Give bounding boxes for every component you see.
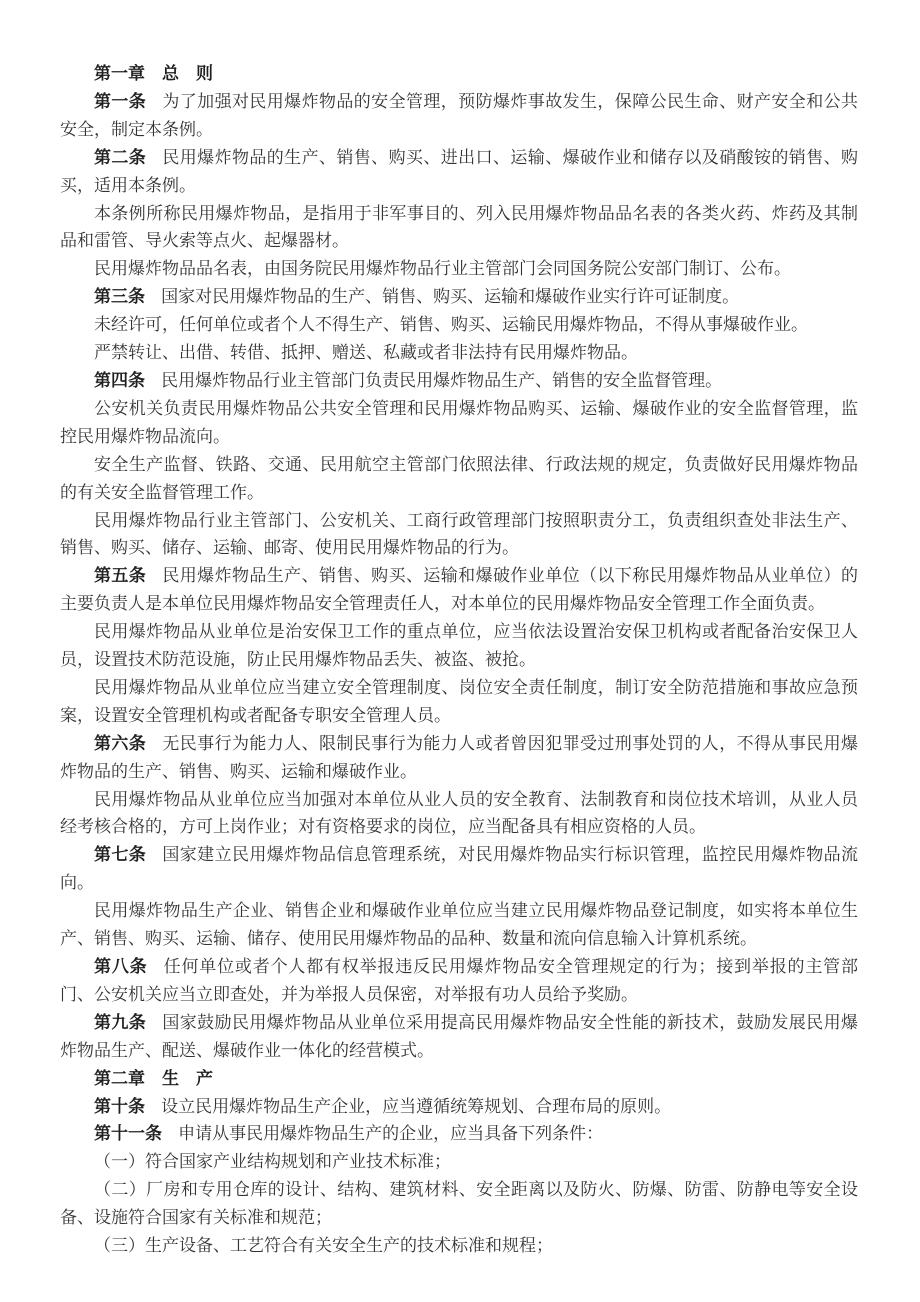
paragraph-text: 公安机关负责民用爆炸物品公共安全管理和民用爆炸物品购买、运输、爆破作业的安全监督管理，监控民用爆炸物品流向。 <box>60 398 858 446</box>
paragraph <box>60 897 858 953</box>
paragraph-text: 民用爆炸物品从业单位应当建立安全管理制度、岗位安全责任制度，制订安全防范措施和事故应急预案，设置安全管理机构或者配备专职安全管理人员。 <box>60 677 858 725</box>
paragraph <box>60 786 858 842</box>
article-paragraph <box>60 1009 858 1065</box>
article-label: 第二条 <box>94 147 147 167</box>
paragraph <box>60 1148 858 1176</box>
article-label: 第六条 <box>94 733 147 753</box>
article-label: 第七条 <box>94 845 147 865</box>
paragraph-text: 民用爆炸物品生产、销售、购买、运输和爆破作业单位（以下称民用爆炸物品从业单位）的主要负责人是本单位民用爆炸物品安全管理责任人，对本单位的民用爆炸物品安全管理工作全面负责。 <box>60 566 859 614</box>
article-label: 第十一条 <box>94 1124 162 1144</box>
article-paragraph <box>60 1093 858 1121</box>
paragraph <box>60 618 858 674</box>
paragraph-text: 国家建立民用爆炸物品信息管理系统，对民用爆炸物品实行标识管理，监控民用爆炸物品流向。 <box>60 845 859 893</box>
paragraph-text: 本条例所称民用爆炸物品，是指用于非军事目的、列入民用爆炸物品品名表的各类火药、炸药及其制品和雷管、导火索等点火、起爆器材。 <box>60 203 858 251</box>
article-label: 第五条 <box>94 566 147 586</box>
article-label: 第四条 <box>94 370 145 390</box>
paragraph <box>60 339 858 367</box>
paragraph <box>60 1232 858 1260</box>
paragraph-text: 民用爆炸物品从业单位应当加强对本单位从业人员的安全教育、法制教育和岗位技术培训，从业人员经考核合格的，方可上岗作业；对有资格要求的岗位，应当配备具有相应资格的人员。 <box>60 789 858 837</box>
paragraph-text: 为了加强对民用爆炸物品的安全管理，预防爆炸事故发生，保障公民生命、财产安全和公共安全，制定本条例。 <box>60 91 859 139</box>
paragraph-text: 设立民用爆炸物品生产企业，应当遵循统筹规划、合理布局的原则。 <box>161 1096 672 1116</box>
article-paragraph <box>60 88 858 144</box>
paragraph-text: 民用爆炸物品的生产、销售、购买、进出口、运输、爆破作业和储存以及硝酸铵的销售、购买，适用本条例。 <box>60 147 859 195</box>
paragraph-text: 任何单位或者个人都有权举报违反民用爆炸物品安全管理规定的行为；接到举报的主管部门、公安机关应当立即查处，并为举报人员保密，对举报有功人员给予奖励。 <box>60 957 859 1004</box>
article-label: 第十条 <box>94 1096 145 1116</box>
paragraph <box>60 674 858 730</box>
paragraph-text: 国家对民用爆炸物品的生产、销售、购买、运输和爆破作业实行许可证制度。 <box>161 287 740 307</box>
paragraph-text: 第二章 生 产 <box>94 1068 213 1088</box>
paragraph-text: 安全生产监督、铁路、交通、民用航空主管部门依照法律、行政法规的规定，负责做好民用爆炸物品的有关安全监督管理工作。 <box>60 454 858 502</box>
article-label: 第一条 <box>94 91 147 111</box>
article-paragraph <box>60 283 858 311</box>
paragraph-text: 民用爆炸物品品名表，由国务院民用爆炸物品行业主管部门会同国务院公安部门制订、公布。 <box>94 259 791 279</box>
paragraph-text: 无民事行为能力人、限制民事行为能力人或者曾因犯罪受过刑事处罚的人，不得从事民用爆炸物品的生产、销售、购买、运输和爆破作业。 <box>60 733 859 781</box>
paragraph-text: 第一章 总 则 <box>94 64 213 83</box>
paragraph-text: （二）厂房和专用仓库的设计、结构、建筑材料、安全距离以及防火、防爆、防雷、防静电等安全设备、设施符合国家有关标准和规范； <box>60 1180 858 1228</box>
paragraph-text: 国家鼓励民用爆炸物品从业单位采用提高民用爆炸物品安全性能的新技术，鼓励发展民用爆炸物品生产、配送、爆破作业一体化的经营模式。 <box>60 1012 859 1060</box>
article-paragraph <box>60 367 858 395</box>
paragraph <box>60 507 858 563</box>
paragraph <box>60 311 858 339</box>
paragraph <box>60 200 858 256</box>
paragraph-text: 申请从事民用爆炸物品生产的企业，应当具备下列条件： <box>178 1124 604 1144</box>
chapter-heading <box>60 60 858 88</box>
article-paragraph <box>60 953 858 1009</box>
article-label: 第三条 <box>94 287 145 307</box>
article-label: 第八条 <box>94 957 148 976</box>
paragraph-text: 民用爆炸物品从业单位是治安保卫工作的重点单位，应当依法设置治安保卫机构或者配备治安保卫人员，设置技术防范设施，防止民用爆炸物品丢失、被盗、被抢。 <box>60 622 858 670</box>
paragraph-text: 未经许可，任何单位或者个人不得生产、销售、购买、运输民用爆炸物品，不得从事爆破作业。 <box>94 315 808 335</box>
article-paragraph <box>60 144 858 200</box>
article-paragraph <box>60 730 858 786</box>
article-paragraph <box>60 1120 858 1148</box>
article-paragraph <box>60 562 858 618</box>
paragraph <box>60 395 858 451</box>
paragraph-text: （三）生产设备、工艺符合有关安全生产的技术标准和规程； <box>94 1236 553 1256</box>
paragraph-text: 民用爆炸物品行业主管部门负责民用爆炸物品生产、销售的安全监督管理。 <box>161 370 723 390</box>
document-body <box>60 60 858 1260</box>
paragraph-text: 民用爆炸物品生产企业、销售企业和爆破作业单位应当建立民用爆炸物品登记制度，如实将本单位生产、销售、购买、运输、储存、使用民用爆炸物品的品种、数量和流向信息输入计算机系统。 <box>60 901 858 949</box>
paragraph-text: （一）符合国家产业结构规划和产业技术标准； <box>94 1152 451 1172</box>
paragraph <box>60 451 858 507</box>
paragraph <box>60 255 858 283</box>
paragraph <box>60 1176 858 1232</box>
paragraph-text: 严禁转让、出借、转借、抵押、赠送、私藏或者非法持有民用爆炸物品。 <box>94 343 638 363</box>
article-label: 第九条 <box>94 1012 147 1032</box>
paragraph-text: 民用爆炸物品行业主管部门、公安机关、工商行政管理部门按照职责分工，负责组织查处非法生产、销售、购买、储存、运输、邮寄、使用民用爆炸物品的行为。 <box>60 510 858 558</box>
article-paragraph <box>60 841 858 897</box>
chapter-heading <box>60 1065 858 1093</box>
